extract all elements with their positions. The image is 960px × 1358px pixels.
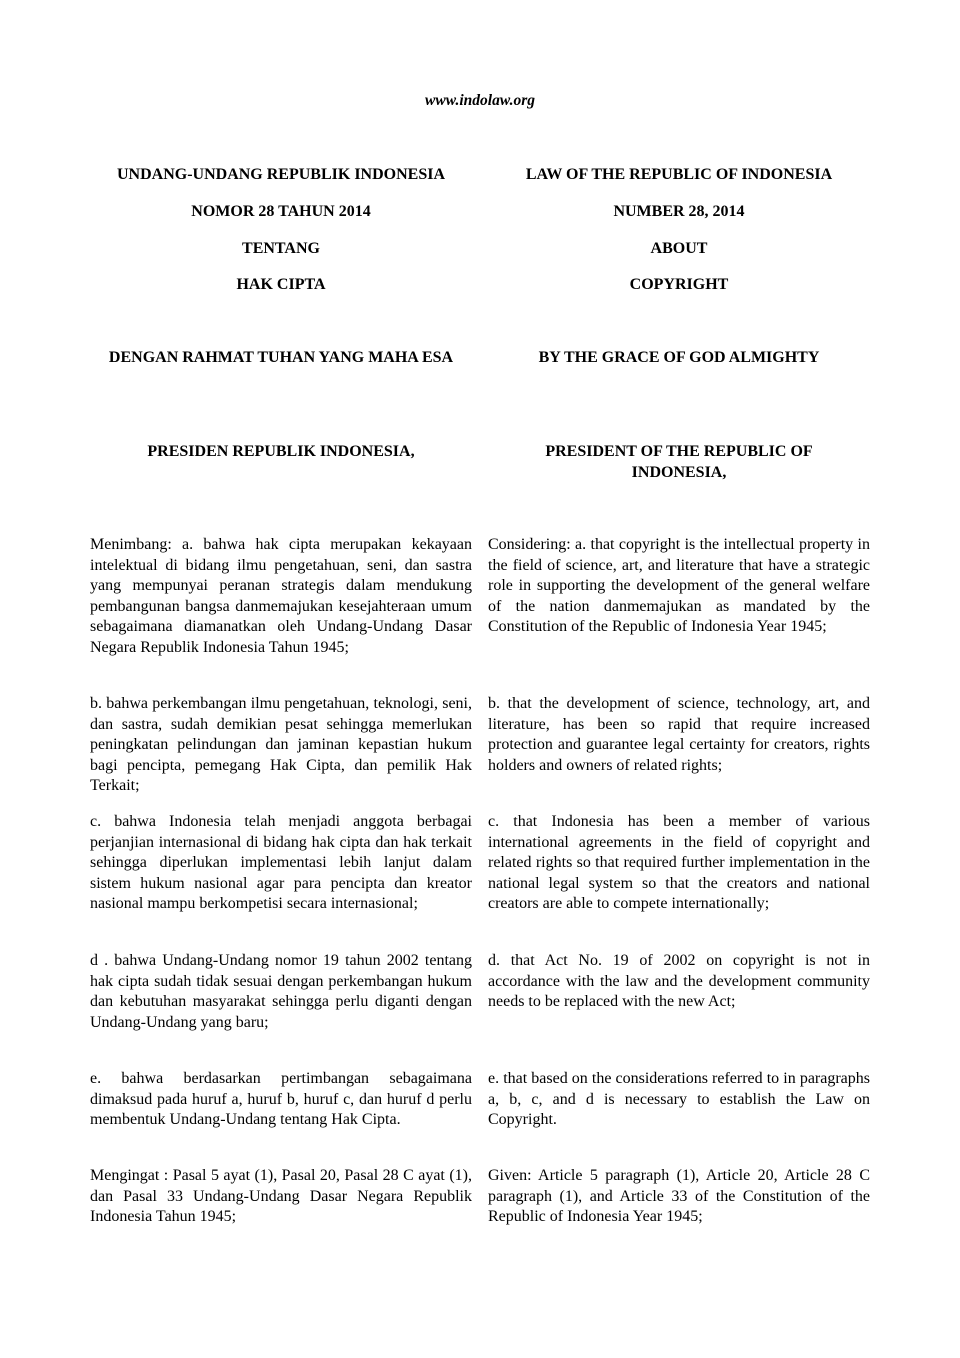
considering-b-english: b. that the development of science, technology, art, and literature, has been so rapid that require increased protection and guarantee legal certainty for creators, rights holders and owners of related rights; (488, 695, 870, 774)
law-title-indonesian: UNDANG-UNDANG REPUBLIK INDONESIA (116, 166, 446, 183)
given-english: Given: Article 5 paragraph (1), Article 20, Article 28 C paragraph (1), and Article 33 of the Constitution of the Republic of Indonesia Year 1945; (488, 1167, 870, 1225)
president-english: PRESIDENT OF THE REPUBLIC OF INDONESIA, (545, 443, 813, 481)
grace-indonesian: DENGAN RAHMAT TUHAN YANG MAHA ESA (108, 349, 454, 366)
considering-a-english: Considering: a. that copyright is the intellectual property in the field of science, art, and literature that have a strategic role in supporting the development of the general welfare of the nation danmemajukan as mandated by the Constitution of the Republic of Indonesia Year 1945; (488, 536, 870, 635)
considering-e-indonesian: e. bahwa berdasarkan pertimbangan sebagaimana dimaksud pada huruf a, huruf b, huruf c, dan huruf d perlu membentuk Undang-Undang tentang Hak Cipta. (90, 1070, 472, 1128)
law-title-english: LAW OF THE REPUBLIC OF INDONESIA (525, 166, 833, 183)
considering-a-indonesian: Menimbang: a. bahwa hak cipta merupakan kekayaan intelektual di bidang ilmu pengetahuan, seni, dan sastra yang mempunyai peranan strategis dalam mendukung pembangunan bangsa danmemajukan kesejahteraan umum sebagaimana diamanatkan oleh Undang-Undang Dasar Negara Republik Indonesia Tahun 1945; (90, 536, 472, 656)
considering-c-english: c. that Indonesia has been a member of various international agreements in the field of copyright and related rights so that required further implementation in the national legal system so that the creators and national creators are able to compete internationally; (488, 813, 870, 912)
considering-c-indonesian: c. bahwa Indonesia telah menjadi anggota berbagai perjanjian internasional di bidang hak cipta dan hak terkait sehingga diperlukan implementasi lebih lanjut dalam sistem hukum nasional agar para pencipta dan kreator nasional mampu berkompetisi secara internasional; (90, 813, 472, 912)
law-number-english: NUMBER 28, 2014 (613, 203, 745, 220)
about-indonesian: TENTANG (242, 240, 320, 257)
considering-d-indonesian: d . bahwa Undang-Undang nomor 19 tahun 2002 tentang hak cipta sudah tidak sesuai dengan perkembangan hukum dan kebutuhan masyarakat sehingga perlu diganti dengan Undang-Undang yang baru; (90, 952, 472, 1031)
grace-english: BY THE GRACE OF GOD ALMIGHTY (538, 349, 820, 366)
law-number-indonesian: NOMOR 28 TAHUN 2014 (191, 203, 371, 220)
subject-indonesian: HAK CIPTA (236, 276, 326, 293)
site-url: www.indolaw.org (425, 92, 535, 109)
considering-b-indonesian: b. bahwa perkembangan ilmu pengetahuan, teknologi, seni, dan sastra, sudah demikian pesat sehingga memerlukan peningkatan pelindungan dan jaminan kepastian hukum bagi pencipta, pemegang Hak Cipta, dan pemilik Hak Terkait; (90, 695, 472, 794)
considering-d-english: d. that Act No. 19 of 2002 on copyright is not in accordance with the law and the development community needs to be replaced with the new Act; (488, 952, 870, 1010)
given-indonesian: Mengingat : Pasal 5 ayat (1), Pasal 20, Pasal 28 C ayat (1), dan Pasal 33 Undang-Undang Dasar Negara Republik Indonesia Tahun 1945; (90, 1167, 472, 1225)
about-english: ABOUT (650, 240, 708, 257)
subject-english: COPYRIGHT (629, 276, 729, 293)
president-indonesian: PRESIDEN REPUBLIK INDONESIA, (147, 443, 415, 460)
considering-e-english: e. that based on the considerations referred to in paragraphs a, b, c, and d is necessary to establish the Law on Copyright. (488, 1070, 870, 1128)
